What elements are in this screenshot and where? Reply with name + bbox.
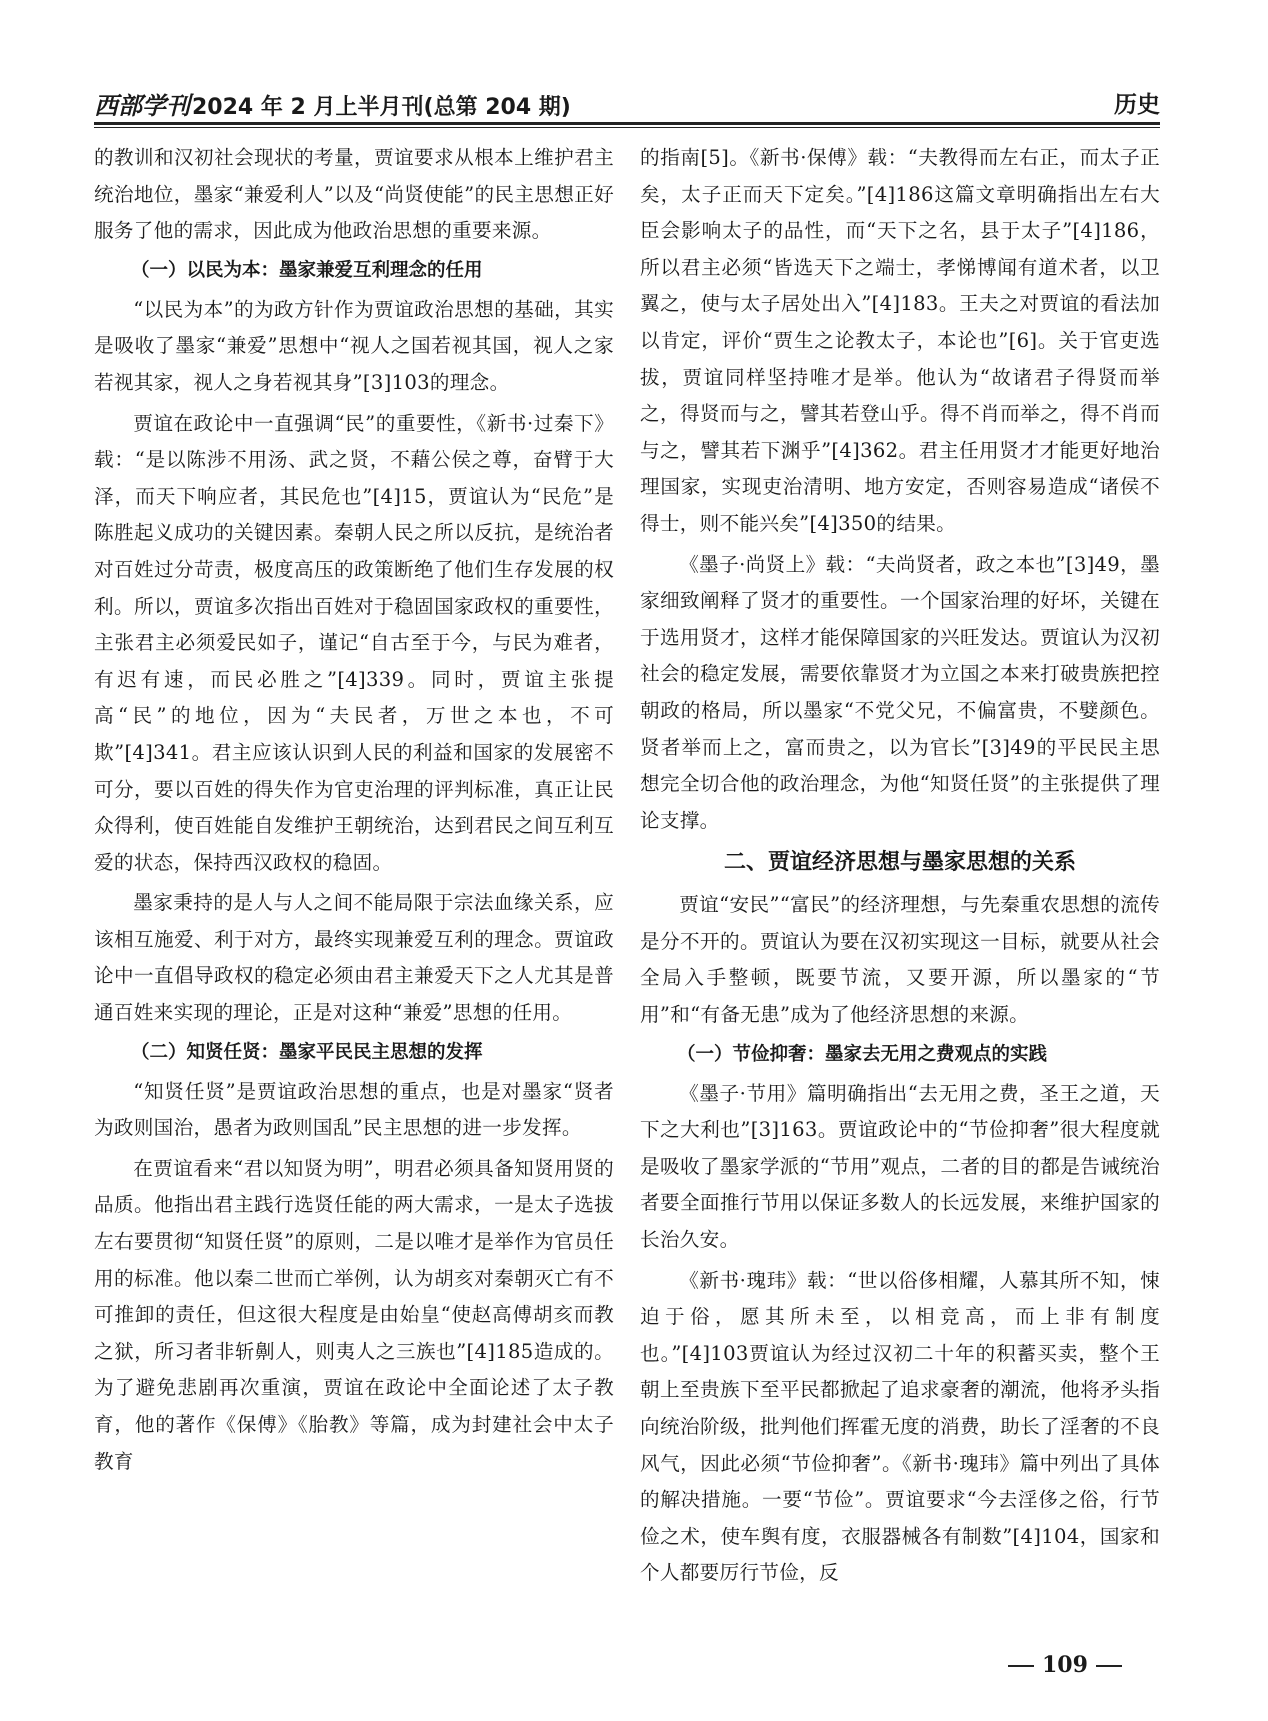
subsection-heading: （二）知贤任贤：墨家平民民主思想的发挥: [131, 1041, 483, 1063]
body-paragraph: 贾谊“安民”“富民”的经济理想，与先秦重农思想的流传是分不开的。贾谊认为要在汉初实现这一目标，就要从社会全局入手整顿，既要节流，又要开源，所以墨家的“节用”和“有备无患”成为了他经济思想的来源。: [640, 893, 1160, 1027]
section-name: 历史: [1114, 92, 1160, 118]
header-rule: [94, 122, 1160, 125]
section-heading: 二、贾谊经济思想与墨家思想的关系: [723, 850, 1076, 876]
page-number-dash: [1008, 1665, 1034, 1667]
body-paragraph: “以民为本”的为政方针作为贾谊政治思想的基础，其实是吸收了墨家“兼爱”思想中“视人之国若视其国，视人之家若视其家，视人之身若视其身”[3]103的理念。: [94, 297, 614, 394]
left-column: [94, 140, 614, 1484]
body-paragraph: “知贤任贤”是贾谊政治思想的重点，也是对墨家“贤者为政则国治，愚者为政则国乱”民主思想的进一步发挥。: [94, 1079, 614, 1140]
body-paragraph: 的教训和汉初社会现状的考量，贾谊要求从根本上维护君主统治地位，墨家“兼爱利人”以及“尚贤使能”的民主思想正好服务了他的需求，因此成为他政治思想的重要来源。: [94, 146, 614, 243]
masthead: [94, 86, 571, 121]
subsection-heading: （一）以民为本：墨家兼爱互利理念的任用: [131, 259, 483, 281]
body-paragraph: 在贾谊看来“君以知贤为明”，明君必须具备知贤用贤的品质。他指出君主践行选贤任能的两大需求，一是太子选拔左右要贯彻“知贤任贤”的原则，二是以唯才是举作为官员任用的标准。他以秦二世而亡举例，认为胡亥对秦朝灭亡有不可推卸的责任，但这很大程度是由始皇“使赵高傅胡亥而教之狱，所习者非斩劓人，则夷人之三族也”[4]185造成的。为了避免悲剧再次重演，贾谊在政论中全面论述了太子教育，他的著作《保傅》《胎教》等篇，成为封建社会中太子教育: [94, 1156, 614, 1473]
header-rule-thin: [94, 127, 1160, 128]
subsection-heading: （一）节俭抑奢：墨家去无用之费观点的实践: [677, 1043, 1048, 1065]
journal-title: 西部学刊: [94, 91, 190, 120]
body-paragraph: 的指南[5]。《新书·保傅》载：“夫教得而左右正，而太子正矣，太子正而天下定矣。”[4]186这篇文章明确指出左右大臣会影响太子的品性，而“天下之名，县于太子”[4]186，所以君主必须“皆选天下之端士，孝悌博闻有道术者，以卫翼之，使与太子居处出入”[4]183。王夫之对贾谊的看法加以肯定，评价“贾生之论教太子，本论也”[6]。关于官吏选拔，贾谊同样坚持唯才是举。他认为“故诸君子得贤而举之，得贤而与之，譬其若登山乎。得不肖而举之，得不肖而与之，譬其若下渊乎”[4]362。君主任用贤才才能更好地治理国家，实现吏治清明、地方安定，否则容易造成“诸侯不得士，则不能兴矣”[4]350的结果。: [640, 146, 1160, 535]
page-number-dash: [1096, 1665, 1122, 1667]
body-paragraph: 《新书·瑰玮》载：“世以俗侈相耀，人慕其所不知，悚迫于俗，愿其所未至，以相竞高，而上非有制度也。”[4]103贾谊认为经过汉初二十年的积蓄买卖，整个王朝上至贵族下至平民都掀起了追求豪奢的潮流，他将矛头指向统治阶级，批判他们挥霍无度的消费，助长了淫奢的不良风气，因此必须“节俭抑奢”。《新书·瑰玮》篇中列出了具体的解决措施。一要“节俭”。贾谊要求“今去淫侈之俗，行节俭之术，使车舆有度，衣服器械各有制数”[4]104，国家和个人都要厉行节俭，反: [640, 1268, 1160, 1585]
page-number: [1000, 1652, 1130, 1678]
body-paragraph: 《墨子·尚贤上》载：“夫尚贤者，政之本也”[3]49，墨家细致阐释了贤才的重要性。一个国家治理的好坏，关键在于选用贤才，这样才能保障国家的兴旺发达。贾谊认为汉初社会的稳定发展，需要依靠贤才为立国之本来打破贵族把控朝政的格局，所以墨家“不党父兄，不偏富贵，不嬖颜色。贤者举而上之，富而贵之，以为官长”[3]49的平民民主思想完全切合他的政治理念，为他“知贤任贤”的主张提供了理论支撑。: [640, 552, 1160, 832]
page-number-value: 109: [1042, 1652, 1088, 1678]
page-header: [94, 74, 1160, 122]
body-paragraph: 墨家秉持的是人与人之间不能局限于宗法血缘关系，应该相互施爱、利于对方，最终实现兼爱互利的理念。贾谊政论中一直倡导政权的稳定必须由君主兼爱天下之人尤其是普通百姓来实现的理论，正是对这种“兼爱”思想的任用。: [94, 891, 614, 1025]
right-column: [640, 140, 1160, 1596]
body-paragraph: 《墨子·节用》篇明确指出“去无用之费，圣王之道，天下之大利也”[3]163。贾谊政论中的“节俭抑奢”很大程度就是吸收了墨家学派的“节用”观点，二者的目的都是告诫统治者要全面推行节用以保证多数人的长远发展，来维护国家的长治久安。: [640, 1081, 1160, 1252]
issue-info: 2024 年 2 月上半月刊(总第 204 期): [192, 95, 571, 120]
body-paragraph: 贾谊在政论中一直强调“民”的重要性，《新书·过秦下》载：“是以陈涉不用汤、武之贤，不藉公侯之尊，奋臂于大泽，而天下响应者，其民危也”[4]15，贾谊认为“民危”是陈胜起义成功的关键因素。秦朝人民之所以反抗，是统治者对百姓过分苛责，极度高压的政策断绝了他们生存发展的权利。所以，贾谊多次指出百姓对于稳固国家政权的重要性，主张君主必须爱民如子，谨记“自古至于今，与民为难者，有迟有速，而民必胜之”[4]339。同时，贾谊主张提高“民”的地位，因为“夫民者，万世之本也，不可欺”[4]341。君主应该认识到人民的利益和国家的发展密不可分，要以百姓的得失作为官吏治理的评判标准，真正让民众得利，使百姓能自发维护王朝统治，达到君民之间互利互爱的状态，保持西汉政权的稳固。: [94, 411, 614, 874]
